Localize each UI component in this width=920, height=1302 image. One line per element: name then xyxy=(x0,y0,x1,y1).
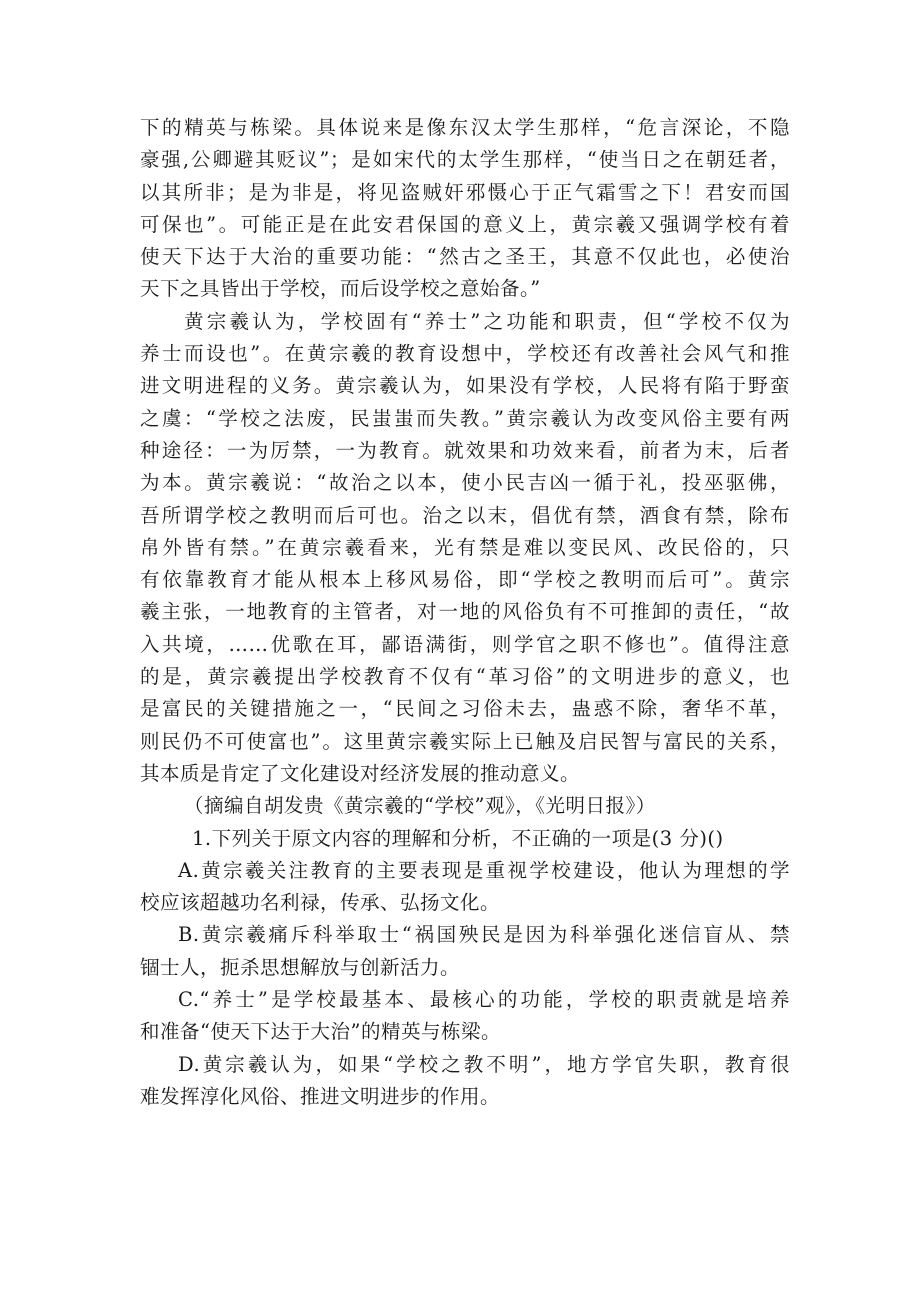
text-line: 则民仍不可使富也”。这里黄宗羲实际上已触及启民智与富民的关系， xyxy=(140,729,790,753)
text-line: 有依靠教育才能从根本上移风易俗，即“学校之教明而后可”。黄宗 xyxy=(140,568,790,592)
text-line: 种途径：一为厉禁，一为教育。就效果和功效来看，前者为末，后者 xyxy=(140,438,790,462)
text-line: 进文明进程的义务。黄宗羲认为，如果没有学校，人民将有陷于野蛮 xyxy=(140,374,790,398)
text-line: 下的精英与栋梁。具体说来是像东汉太学生那样，“危言深论，不隐 xyxy=(140,116,790,139)
option-b-cont: 锢士人，扼杀思想解放与创新活力。 xyxy=(140,955,461,979)
option-a: A.黄宗羲关注教育的主要表现是重视学校建设，他认为理想的学 xyxy=(178,858,790,882)
text-line: 使天下达于大治的重要功能：“然古之圣王，其意不仅此也，必使治 xyxy=(140,245,790,269)
option-a-cont: 校应该超越功名利禄，传承、弘扬文化。 xyxy=(140,891,501,915)
source-citation: （摘编自胡发贵《黄宗羲的“学校”观》，《光明日报》） xyxy=(184,794,656,818)
option-d-cont: 难发挥淳化风俗、推进文明进步的作用。 xyxy=(140,1084,501,1108)
text-line: 豪强,公卿避其贬议”；是如宋代的太学生那样，“使当日之在朝廷者， xyxy=(140,148,790,172)
option-b: B.黄宗羲痛斥科举取士“祸国殃民是因为科举强化迷信盲从、禁 xyxy=(178,923,790,947)
text-line: 入共境，……优歌在耳，鄙语满街，则学官之职不修也”。值得注意 xyxy=(140,632,790,656)
text-line: 养士而设也”。在黄宗羲的教育设想中，学校还有改善社会风气和推 xyxy=(140,342,790,366)
text-line: 吾所谓学校之教明而后可也。治之以末，倡优有禁，酒食有禁，除布 xyxy=(140,503,790,527)
text-line: 帛外皆有禁。”在黄宗羲看来，光有禁是难以变民风、改民俗的，只 xyxy=(140,535,790,559)
document-page xyxy=(140,112,790,1113)
text-line: 天下之具皆出于学校，而后设学校之意始备。” xyxy=(140,277,541,301)
option-d: D.黄宗羲认为，如果“学校之教不明”，地方学官失职，教育很 xyxy=(178,1052,790,1076)
text-line: 以其所非；是为非是，将见盗贼奸邪慑心于正气霜雪之下！君安而国 xyxy=(140,180,790,204)
text-line: 其本质是肯定了文化建设对经济发展的推动意义。 xyxy=(140,761,581,785)
text-line: 为本。黄宗羲说：“故治之以本，使小民吉凶一循于礼，投巫驱佛， xyxy=(140,471,790,495)
option-c-cont: 和准备“使天下达于大治”的精英与栋梁。 xyxy=(140,1020,501,1044)
text-line: 可保也”。可能正是在此安君保国的意义上，黄宗羲又强调学校有着 xyxy=(140,212,790,236)
question-stem: 1.下列关于原文内容的理解和分析，不正确的一项是(3 分)() xyxy=(192,826,724,850)
paragraph-start: 黄宗羲认为，学校固有“养士”之功能和职责，但“学校不仅为 xyxy=(184,309,790,333)
option-c: C.“养士”是学校最基本、最核心的功能，学校的职责就是培养 xyxy=(178,988,790,1012)
text-line: 羲主张，一地教育的主管者，对一地的风俗负有不可推卸的责任，“故 xyxy=(140,600,790,624)
text-line: 的是，黄宗羲提出学校教育不仅有“革习俗”的文明进步的意义，也 xyxy=(140,665,790,689)
text-line: 之虞：“学校之法废，民蚩蚩而失教。”黄宗羲认为改变风俗主要有两 xyxy=(140,406,790,430)
text-line: 是富民的关键措施之一，“民间之习俗未去，蛊惑不除，奢华不革， xyxy=(140,697,790,721)
